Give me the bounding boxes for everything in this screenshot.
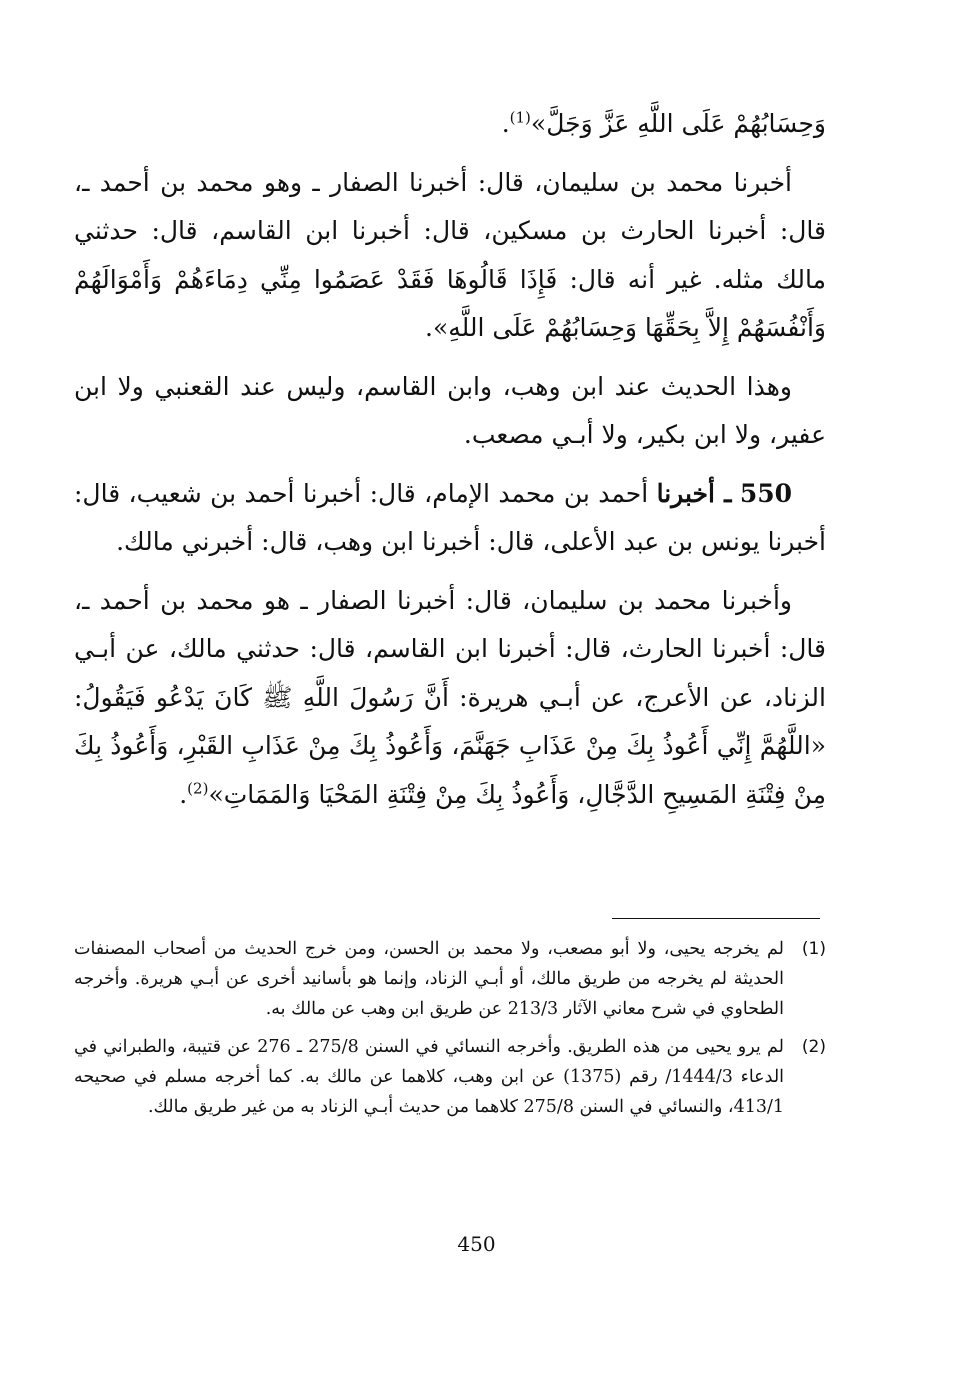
paragraph-continuation — [74, 100, 826, 149]
paragraph-commentary: وهذا الحديث عند ابن وهب، وابن القاسم، وليس عند القعنبي ولا ابن عفير، ولا ابن بكير، ولا أبـي مصعب. — [74, 371, 826, 449]
footnotes — [74, 934, 826, 1130]
period: . — [179, 779, 188, 809]
footnote-2 — [74, 1032, 826, 1122]
footnote-ref-2[interactable]: (2) — [187, 779, 209, 798]
footnote-1 — [74, 934, 826, 1024]
footnote-mark: (1) — [801, 939, 826, 959]
paragraph-isnad-1: أخبرنا محمد بن سليمان، قال: أخبرنا الصفار ـ وهو محمد بن أحمد ـ، قال: أخبرنا الحارث بن مسكين، قال: أخبرنا ابن القاسم، قال: حدثني مالك مثله. غير أنه قال: فَإِذَا قَالُوهَا فَقَدْ عَصَمُوا مِنِّي دِمَاءَهُمْ وَأَمْوَالَهُمْ وَأَنْفُسَهُمْ إِلاَّ بِحَقِّهَا وَحِسَابُهُمْ عَلَى اللَّهِ». — [74, 167, 826, 342]
hadith-text: وأخبرنا محمد بن سليمان، قال: أخبرنا الصفار ـ هو محمد بن أحمد ـ، قال: أخبرنا الحارث، قال: أخبرنا ابن القاسم، قال: حدثني مالك، عن أبـي الزناد، عن الأعرج، عن أبـي هريرة: أَنَّ رَسُولَ اللَّهِ ﷺ كَانَ يَدْعُو فَيَقُولُ: «اللَّهُمَّ إِنِّي أَعُوذُ بِكَ مِنْ عَذَابِ جَهَنَّمَ، وَأَعُوذُ بِكَ مِنْ عَذَابِ القَبْرِ، وَأَعُوذُ بِكَ مِنْ فِتْنَةِ المَسِيحِ الدَّجَّالِ، وَأَعُوذُ بِكَ مِنْ فِتْنَةِ المَحْيَا وَالمَمَاتِ» — [74, 585, 826, 809]
footnote-ref-1[interactable]: (1) — [509, 108, 531, 127]
footnote-mark: (2) — [801, 1037, 826, 1057]
footnote-separator — [612, 918, 820, 919]
paragraph-hadith-550 — [74, 470, 826, 567]
footnote-text: لم يخرجه يحيى، ولا أبو مصعب، ولا محمد بن الحسن، ومن خرج الحديث من أصحاب المصنفات الحديثة لم يخرجه من طريق مالك، أو أبـي الزناد، وإنما هو بأسانيد أخرى عن أبـي هريرة. وأخرجه الطحاوي في شرح معاني الآثار 213/3 عن طريق ابن وهب عن مالك به. — [74, 939, 784, 1019]
hadith-isnad: أحمد بن محمد الإمام، قال: أخبرنا أحمد بن شعيب، قال: أخبرنا يونس بن عبد الأعلى، قال: أخبرنا ابن وهب، قال: أخبرني مالك. — [74, 478, 826, 556]
hadith-number: 550 — [739, 478, 792, 508]
hadith-lead: ـ أخبرنا — [656, 478, 732, 508]
paragraph-isnad-2 — [74, 577, 826, 820]
hadith-text: وَحِسَابُهُمْ عَلَى اللَّهِ عَزَّ وَجَلَّ» — [530, 109, 826, 138]
page-number: 450 — [457, 1232, 496, 1256]
footnote-text: لم يرو يحيى من هذه الطريق. وأخرجه النسائي في السنن 275/8 ـ 276 عن قتيبة، والطبراني في الدعاء 1444/3/ رقم (1375) عن ابن وهب، كلاهما عن مالك به. كما أخرجه مسلم في صحيحه 413/1، والنسائي في السنن 275/8 كلاهما من حديث أبـي الزناد به من غير طريق مالك. — [74, 1037, 785, 1117]
main-text — [74, 100, 826, 829]
period: . — [501, 109, 510, 138]
